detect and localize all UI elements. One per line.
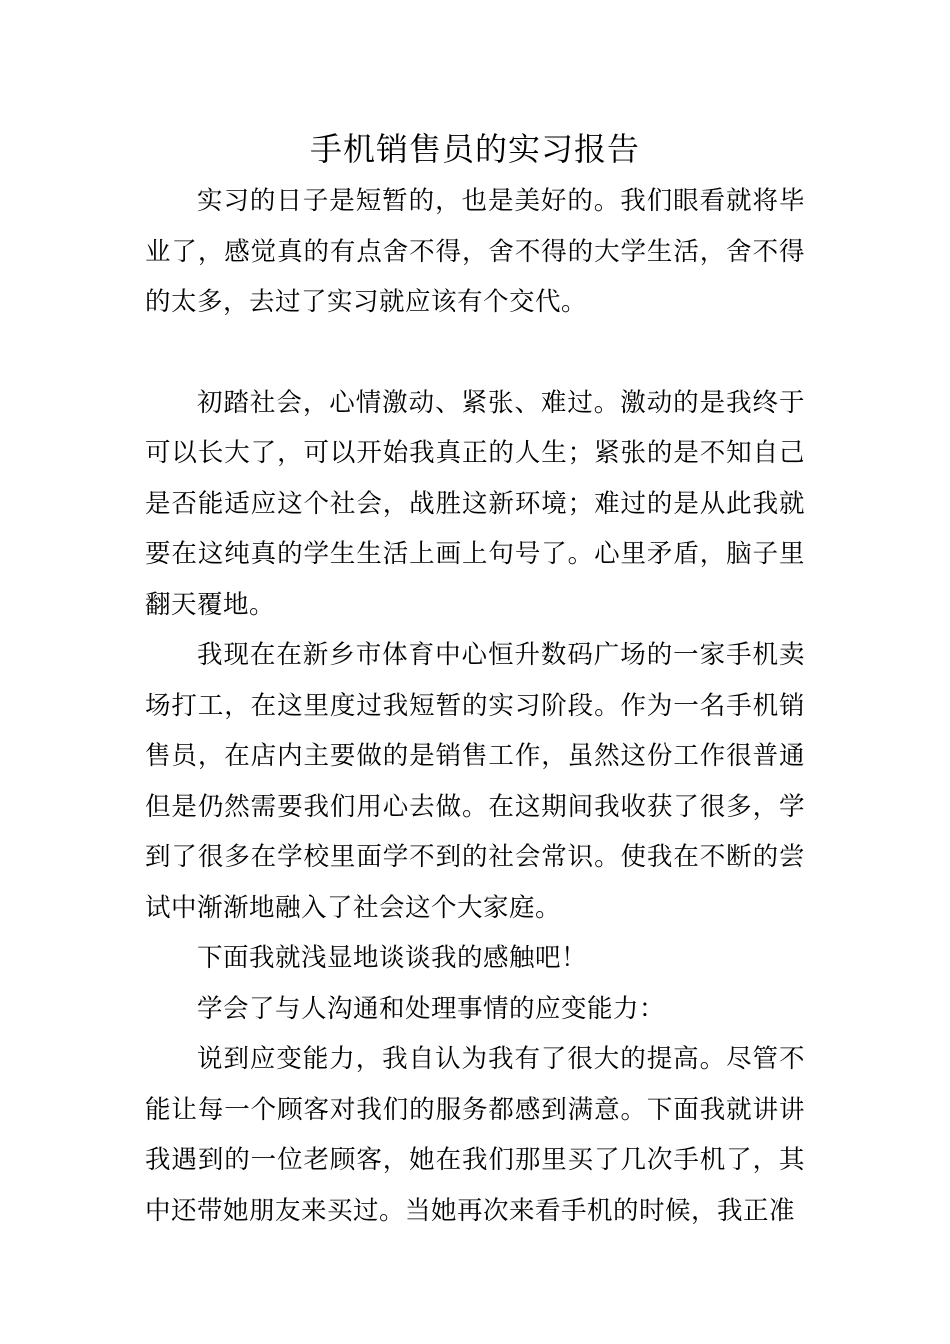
paragraph-5: 学会了与人沟通和处理事情的应变能力：	[197, 993, 666, 1024]
paragraph-6: 说到应变能力，我自认为我有了很大的提高。尽管不能让每一个顾客对我们的服务都感到满意。下面我就讲讲我遇到的一位老顾客，她在我们那里买了几次手机了，其中还带她朋友来买过。当她再次来看手机的时候，我正准	[145, 1044, 805, 1226]
paragraph-1: 实习的日子是短暂的，也是美好的。我们眼看就将毕业了，感觉真的有点舍不得，舍不得的大学生活，舍不得的太多，去过了实习就应该有个交代。	[145, 186, 805, 317]
paragraph-spacer	[145, 328, 805, 378]
paragraph-2: 初踏社会，心情激动、紧张、难过。激动的是我终于可以长大了，可以开始我真正的人生；紧张的是不知自己是否能适应这个社会，战胜这新环境；难过的是从此我就要在这纯真的学生生活上画上句号了。心里矛盾，脑子里翻天覆地。	[145, 387, 805, 620]
document-body	[145, 176, 805, 1236]
paragraph-3: 我现在在新乡市体育中心恒升数码广场的一家手机卖场打工，在这里度过我短暂的实习阶段。作为一名手机销售员，在店内主要做的是销售工作，虽然这份工作很普通但是仍然需要我们用心去做。在这期间我收获了很多，学到了很多在学校里面学不到的社会常识。使我在不断的尝试中渐渐地融入了社会这个大家庭。	[145, 640, 805, 923]
document-title: 手机销售员的实习报告	[309, 130, 640, 168]
paragraph-4: 下面我就浅显地谈谈我的感触吧！	[197, 943, 588, 973]
